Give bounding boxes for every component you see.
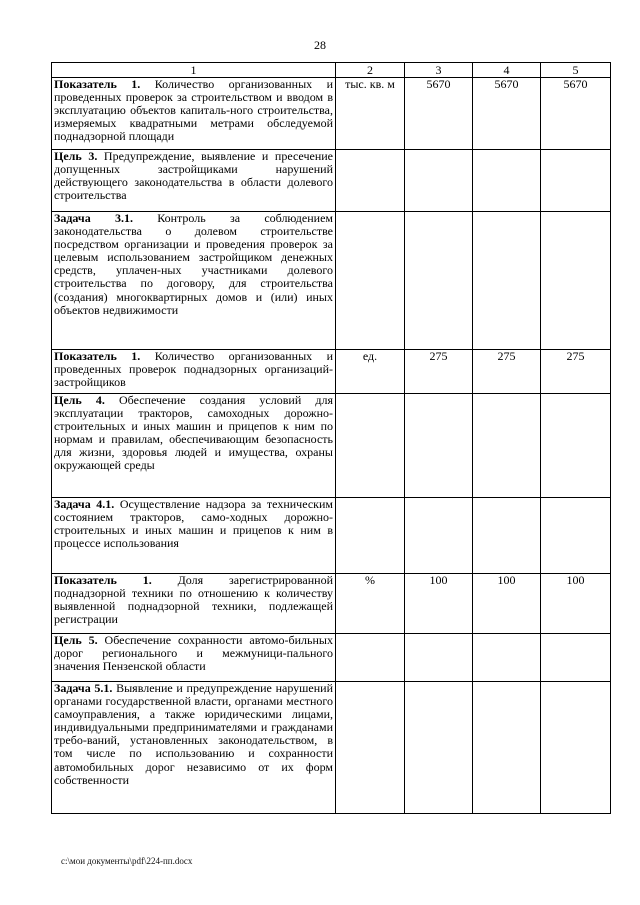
row-text: Выявление и предупреждение нарушений органами государственной власти, органами местного самоуправления, а также юридическими лицами, индивидуальными предпринимателями и гражданами требо-ваний, установленных законодательством, в том числе по использованию и сохранности автомобильных дорог независимо от их форм собственности	[54, 681, 333, 787]
row-lead-label: Показатель 1.	[54, 573, 152, 587]
table-row	[52, 498, 611, 574]
row-lead-label: Задача 5.1.	[54, 681, 113, 695]
row-text: Количество организованных и проведенных проверок поднадзорных организаций-застройщиков	[54, 349, 333, 390]
row-lead-label: Показатель 1.	[54, 349, 141, 363]
value-cell-col3: 275	[405, 350, 473, 394]
row-text: Доля зарегистрированной поднадзорной техники по отношению к количеству выявленной поднадзорной техники, подлежащей регистрации	[54, 573, 333, 627]
table-row	[52, 212, 611, 350]
value-cell-col4	[473, 682, 541, 814]
value-cell-col3	[405, 212, 473, 350]
unit-cell	[336, 150, 405, 212]
table-row	[52, 682, 611, 814]
table-row	[52, 634, 611, 682]
unit-cell	[336, 634, 405, 682]
table-header-row	[52, 63, 611, 78]
unit-cell	[336, 682, 405, 814]
table-row	[52, 394, 611, 498]
row-text: Количество организованных и проведенных проверок за строительством и вводом в эксплуатацию объектов капиталь-ного строительства, измеряемых квадратными метрами обследуемой поднадзорной площади	[54, 77, 333, 144]
row-lead-label: Показатель 1.	[54, 77, 141, 91]
column-header: 5	[541, 63, 611, 78]
value-cell-col5	[541, 634, 611, 682]
row-lead-label: Цель 5.	[54, 633, 98, 647]
value-cell-col4: 5670	[473, 78, 541, 150]
row-text: Предупреждение, выявление и пресечение допущенных застройщиками нарушений действующего законодательства в области долевого строительства	[54, 149, 333, 203]
column-header: 1	[52, 63, 336, 78]
row-text: Обеспечение сохранности автомо-бильных дорог регионального и межмуници-пального значения Пензенской области	[54, 633, 333, 674]
value-cell-col5: 275	[541, 350, 611, 394]
value-cell-col5: 5670	[541, 78, 611, 150]
row-description	[52, 574, 336, 634]
value-cell-col4: 275	[473, 350, 541, 394]
table-row	[52, 574, 611, 634]
value-cell-col3	[405, 634, 473, 682]
value-cell-col4	[473, 394, 541, 498]
row-description	[52, 394, 336, 498]
row-lead-label: Цель 3.	[54, 149, 98, 163]
value-cell-col5	[541, 150, 611, 212]
row-lead-label: Цель 4.	[54, 393, 105, 407]
table-row	[52, 150, 611, 212]
row-description	[52, 212, 336, 350]
row-description	[52, 682, 336, 814]
value-cell-col3	[405, 498, 473, 574]
table-body	[52, 78, 611, 814]
row-description	[52, 150, 336, 212]
indicators-table	[51, 62, 611, 814]
unit-cell: тыс. кв. м	[336, 78, 405, 150]
value-cell-col5	[541, 682, 611, 814]
value-cell-col4	[473, 150, 541, 212]
value-cell-col4: 100	[473, 574, 541, 634]
row-text: Осуществление надзора за техническим состоянием тракторов, само-ходных дорожно-строительных и иных машин и прицепов к ним в процессе использования	[54, 497, 333, 551]
value-cell-col5: 100	[541, 574, 611, 634]
table-row	[52, 78, 611, 150]
value-cell-col4	[473, 212, 541, 350]
row-description	[52, 498, 336, 574]
value-cell-col5	[541, 394, 611, 498]
row-text: Контроль за соблюдением законодательства о долевом строительстве посредством организации и проведения проверок за целевым использованием застройщиком денежных средств, уплачен-ных участниками долевого строительства по договору, для строительства (создания) многоквартирных домов и (или) иных объектов недвижимости	[54, 211, 333, 317]
row-description	[52, 634, 336, 682]
column-header: 2	[336, 63, 405, 78]
value-cell-col3	[405, 682, 473, 814]
value-cell-col3: 5670	[405, 78, 473, 150]
value-cell-col3: 100	[405, 574, 473, 634]
unit-cell	[336, 212, 405, 350]
unit-cell: ед.	[336, 350, 405, 394]
row-lead-label: Задача 4.1.	[54, 497, 115, 511]
row-description	[52, 350, 336, 394]
value-cell-col5	[541, 498, 611, 574]
column-header: 3	[405, 63, 473, 78]
value-cell-col5	[541, 212, 611, 350]
page-number: 28	[314, 38, 326, 52]
value-cell-col4	[473, 498, 541, 574]
table-row	[52, 350, 611, 394]
footer-file-path: c:\мои документы\pdf\224-пп.docx	[61, 856, 193, 866]
row-lead-label: Задача 3.1.	[54, 211, 133, 225]
value-cell-col4	[473, 634, 541, 682]
value-cell-col3	[405, 394, 473, 498]
row-description	[52, 78, 336, 150]
unit-cell: %	[336, 574, 405, 634]
row-text: Обеспечение создания условий для эксплуатации тракторов, самоходных дорожно-строительных и иных машин и прицепов к ним по нормам и правилам, обеспечивающим безопасность для жизни, здоровья людей и имущества, охраны окружающей среды	[54, 393, 333, 473]
value-cell-col3	[405, 150, 473, 212]
table-header	[52, 63, 611, 78]
unit-cell	[336, 498, 405, 574]
column-header: 4	[473, 63, 541, 78]
unit-cell	[336, 394, 405, 498]
